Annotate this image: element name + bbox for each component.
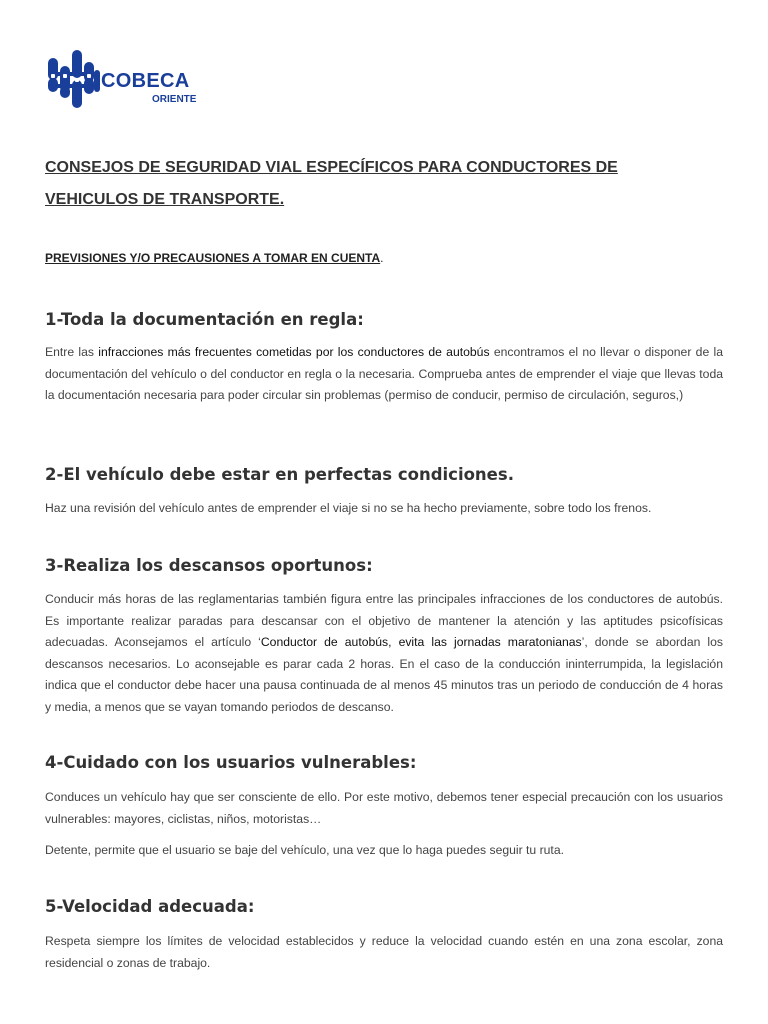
logo-sub-text: ORIENTE	[152, 94, 197, 105]
section-3-text-cont: ’, donde se abordan los descansos necesarios. Lo aconsejable es parar cada 2 horas. En el caso de la conducción ininterrumpida, la legislación indica que el conductor debe hacer una pausa continuada de al menos 45 minutos tras un periodo de conducción de 4 horas y media, a menos que se vayan tomando periodos de descanso.	[45, 635, 723, 714]
section-3-highlight: Conductor de autobús, evita las jornadas maratonianas	[260, 635, 582, 649]
document-title	[45, 152, 725, 216]
previsiones-text: PREVISIONES Y/O PRECAUSIONES A TOMAR EN CUENTA	[45, 251, 381, 265]
section-4-paragraph-1: Conduces un vehículo hay que ser consciente de ello. Por este motivo, debemos tener especial precaución con los usuarios vulnerables: mayores, ciclistas, niños, motoristas…	[45, 790, 723, 826]
section-1-text-cont: encontramos el no llevar o disponer de la documentación del vehículo o del conductor en regla o la necesaria. Comprueba antes de emprender el viaje que llevas toda la documentación necesaria para poder circular sin problemas (permiso de conducir, permiso de circulación, seguros,)	[45, 345, 724, 402]
logo-brand-text: COBECA	[101, 70, 190, 92]
section-5-heading: 5-Velocidad adecuada:	[45, 897, 255, 916]
section-1-highlight: infracciones más frecuentes cometidas por los conductores de autobús	[98, 345, 490, 359]
section-4-heading: 4-Cuidado con los usuarios vulnerables:	[45, 753, 417, 772]
section-1-paragraph	[45, 342, 723, 407]
title-line-2: VEHICULOS DE TRANSPORTE.	[45, 191, 285, 208]
section-2-heading: 2-El vehículo debe estar en perfectas condiciones.	[45, 465, 514, 484]
section-4-paragraph-2: Detente, permite que el usuario se baje del vehículo, una vez que lo haga puedes seguir tu ruta.	[45, 843, 564, 857]
section-3-paragraph	[45, 589, 723, 718]
section-5-paragraph: Respeta siempre los límites de velocidad establecidos y reduce la velocidad cuando estén en una zona escolar, zona residencial o zonas de trabajo.	[45, 934, 723, 970]
section-3-heading: 3-Realiza los descansos oportunos:	[45, 556, 373, 575]
title-line-1: CONSEJOS DE SEGURIDAD VIAL ESPECÍFICOS PARA CONDUCTORES DE	[45, 159, 618, 176]
section-1-heading: 1-Toda la documentación en regla:	[45, 310, 364, 329]
section-1-text: Entre las	[45, 345, 99, 359]
previsiones-heading: PREVISIONES Y/O PRECAUSIONES A TOMAR EN CUENTA.	[45, 251, 384, 265]
section-3-text: Conducir más horas de las reglamentarias también figura entre las principales infracciones de los conductores de autobús. Es importante realizar paradas para descansar con el objetivo de mantener la atención y las aptitudes psicofísicas adecuadas. Aconsejamos el artículo ‘	[45, 592, 723, 649]
section-2-paragraph: Haz una revisión del vehículo antes de emprender el viaje si no se ha hecho previamente, sobre todo los frenos.	[45, 501, 652, 515]
